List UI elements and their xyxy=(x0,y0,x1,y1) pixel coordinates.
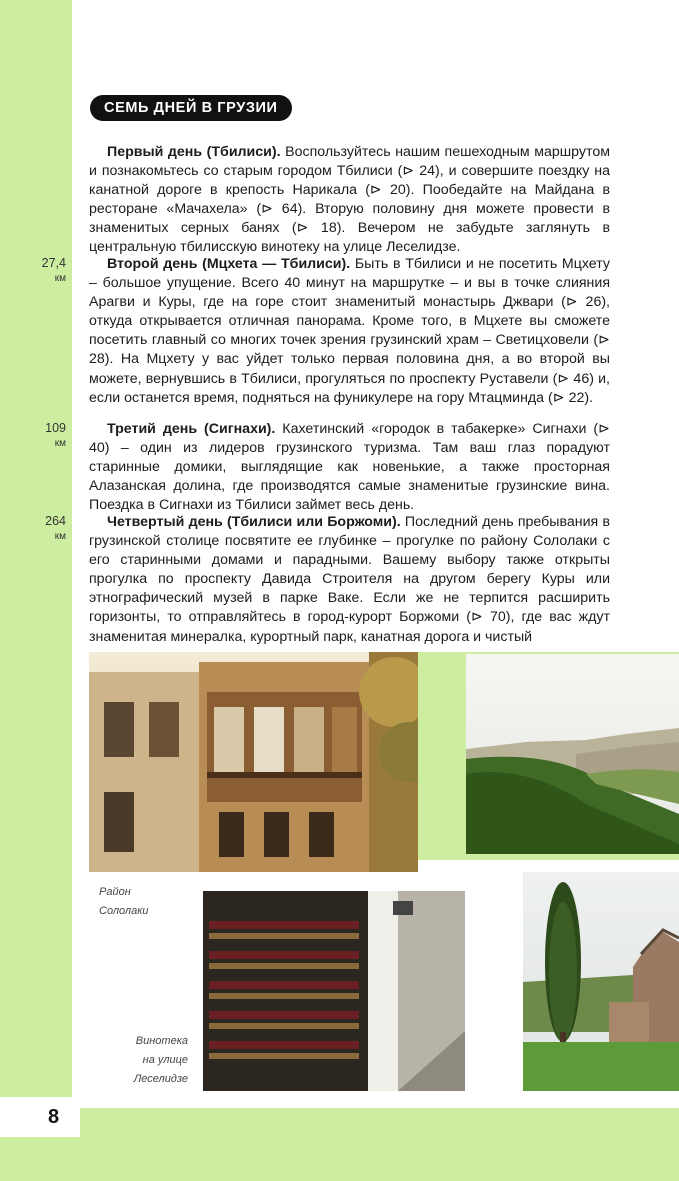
photo-monastery xyxy=(523,872,679,1091)
day-2-paragraph xyxy=(89,255,610,408)
day-3-body: Кахетинский «городок в табакерке» Сигнахи (⊳ 40) – один из лидеров грузинского туризма. Там ваш глаз порадуют старинные домики, выглядящие как новенькие, а также просторная Алазанская долина, где производятся самые знаменитые грузинские вина. Поездка в Сигнахи из Тбилиси займет весь день. xyxy=(89,421,610,514)
day-4-distance: 264 км xyxy=(45,514,66,542)
photo-sololaki-building xyxy=(89,652,418,872)
day-2-body: Быть в Тбилиси и не посетить Мцхету – большое упущение. Всего 40 минут на маршрутке – и вы в точке слияния Арагви и Куры, где на горе стоит знаменитый монастырь Джвари (⊳ 26), откуда открывается отличная панорама. Кроме того, в Мцхете вы сможете посетить главный со многих точек зрения грузинский храм – Светицховели (⊳ 28). На Мцхету у вас уйдет только первая половина дня, а во второй вы можете, вернувшись в Тбилиси, прогуляться по проспекту Руставели (⊳ 46) и, если останется время, подняться на фуникулере на гору Мтацминда (⊳ 22). xyxy=(89,256,610,406)
section-header: СЕМЬ ДНЕЙ В ГРУЗИИ xyxy=(90,95,292,121)
day-4-body: Последний день пребывания в грузинской столице посвятите ее глубинке – прогулке по району Сололаки с его старинными домами и парадными. Вашему выбору также открыты прогулка по проспекту Давида Строителя на другом берегу Куры или этнографический музей в парке Ваке. Если же не терпится расширить горизонты, то отправляйтесь в город-курорт Боржоми (⊳ 70), где вас ждут знаменитая минералка, курортный парк, канатная дорога и чистый xyxy=(89,514,610,645)
day-3-distance: 109 км xyxy=(45,421,66,449)
page-number-box xyxy=(0,1097,80,1137)
day-3-paragraph xyxy=(89,420,610,515)
day-3-title: Третий день (Сигнахи). xyxy=(107,421,276,437)
left-margin-strip xyxy=(0,0,72,1181)
page-number: 8 xyxy=(48,1106,60,1128)
day-4-paragraph xyxy=(89,513,610,647)
bottom-band xyxy=(0,1108,679,1181)
day-1-body: Воспользуйтесь нашим пешеходным маршрутом и познакомьтесь со старым городом Тбилиси (⊳ 24), и совершите поездку на канатной дороге в крепость Нарикала (⊳ 20). Пообедайте на Майдана в ресторане «Мачахела» (⊳ 64). Вторую половину дня можете провести в знаменитых серных банях (⊳ 18). Вечером не забудьте заглянуть в центральную тбилисскую винотеку на улице Леселидзе. xyxy=(89,144,610,256)
day-2-distance: 27,4 км xyxy=(41,256,66,284)
day-4-title: Четвертый день (Тбилиси или Боржоми). xyxy=(107,514,401,530)
photo-winery xyxy=(203,891,465,1091)
day-1-paragraph xyxy=(89,143,610,258)
caption-winery: Винотека на улице Леселидзе xyxy=(133,1035,188,1085)
day-2-title: Второй день (Мцхета — Тбилиси). xyxy=(107,256,351,272)
caption-sololaki: Район Сололаки xyxy=(99,886,149,917)
day-1-title: Первый день (Тбилиси). xyxy=(107,144,281,160)
photo-valley xyxy=(466,654,679,854)
